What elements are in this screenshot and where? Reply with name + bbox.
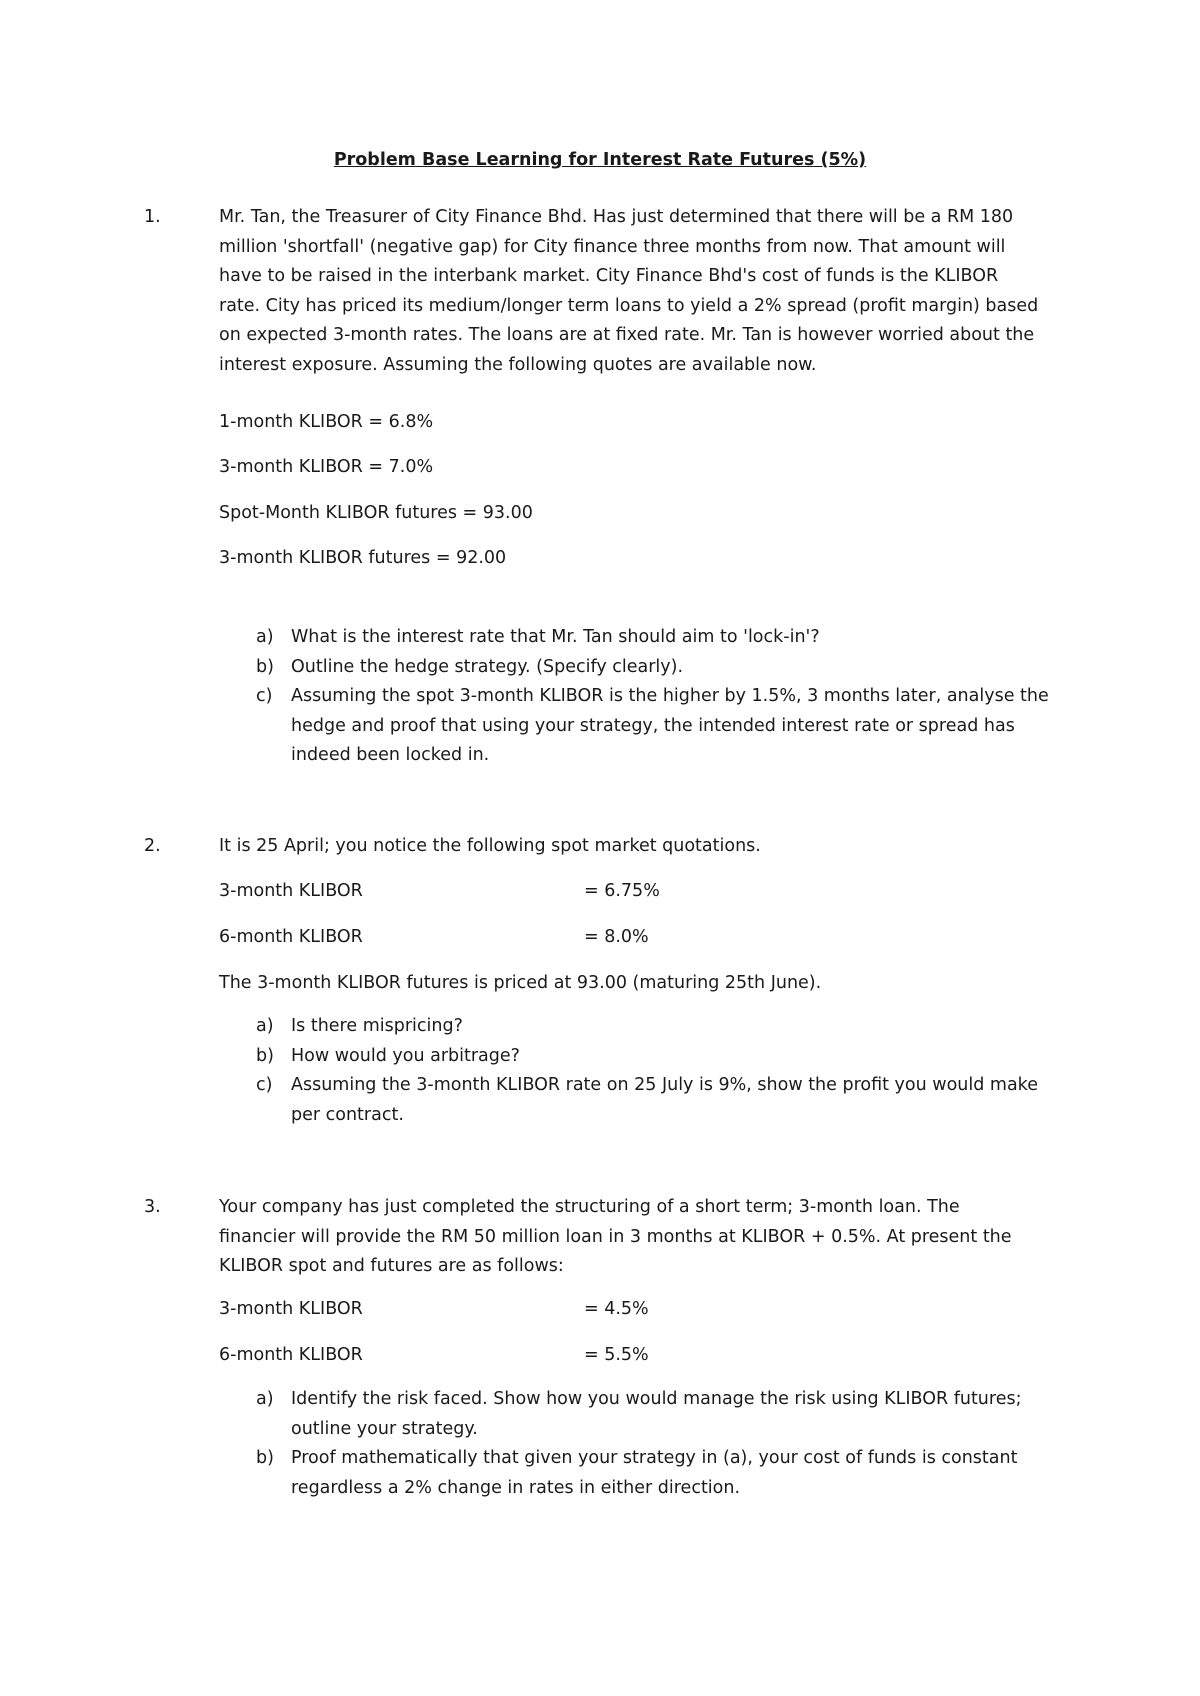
- sub-question-letter: b): [256, 1448, 274, 1468]
- sub-question: [256, 1444, 1056, 1503]
- sub-question: [256, 1042, 1056, 1072]
- sub-question-text: Assuming the spot 3-month KLIBOR is the higher by 1.5%, 3 months later, analyse the hedge and proof that using your strategy, the intended interest rate or spread has indeed been locked in.: [291, 686, 1049, 765]
- question-number: 3.: [144, 1197, 161, 1217]
- sub-question-letter: b): [256, 656, 274, 677]
- sub-question: [256, 1012, 1056, 1042]
- sub-question-letter: a): [256, 1016, 274, 1036]
- question-text: Your company has just completed the structuring of a short term; 3-month loan. The financier will provide the RM 50 million loan in 3 months at KLIBOR + 0.5%. At present the KLIBOR spot and futures are as follows:: [219, 1197, 1012, 1276]
- sub-question-text: Identify the risk faced. Show how you would manage the risk using KLIBOR futures; outline your strategy.: [291, 1389, 1022, 1439]
- question-text: It is 25 April; you notice the following spot market quotations.: [219, 836, 761, 856]
- sub-question: [256, 623, 1056, 653]
- sub-question-letter: a): [256, 627, 274, 647]
- question-text: Mr. Tan, the Treasurer of City Finance Bhd. Has just determined that there will be a RM 180 million 'shortfall' (negative gap) for City finance three months from now. That amount will have to be raised in the interbank market. City Finance Bhd's cost of funds is the KLIBOR rate. City has priced its medium/longer term loans to yield a 2% spread (profit margin) based on expected 3-month rates. The loans are at fixed rate. Mr. Tan is however worried about the interest exposure. Assuming the following quotes are available now.: [219, 207, 1039, 375]
- sub-question: [256, 1071, 1056, 1130]
- quote-label: 6-month KLIBOR: [219, 927, 363, 947]
- quote-value: = 5.5%: [584, 1345, 649, 1365]
- quote-label: 3-month KLIBOR: [219, 1299, 363, 1319]
- quote-line: 1-month KLIBOR = 6.8%: [219, 412, 434, 432]
- sub-question-list: [256, 623, 1056, 771]
- sub-question-text: Outline the hedge strategy. (Specify clearly).: [291, 656, 684, 677]
- sub-question-letter: a): [256, 1389, 274, 1409]
- sub-question: [256, 653, 1056, 683]
- sub-question: [256, 682, 1056, 771]
- sub-question-text: How would you arbitrage?: [291, 1045, 520, 1066]
- quote-label: 6-month KLIBOR: [219, 1345, 363, 1365]
- quote-line: Spot-Month KLIBOR futures = 93.00: [219, 503, 533, 523]
- quote-line: 3-month KLIBOR = 7.0%: [219, 457, 434, 477]
- sub-question-text: Is there mispricing?: [291, 1016, 463, 1036]
- sub-question-letter: b): [256, 1045, 274, 1066]
- sub-question: [256, 1385, 1056, 1444]
- sub-question-text: Assuming the 3-month KLIBOR rate on 25 July is 9%, show the profit you would make per contract.: [291, 1075, 1038, 1125]
- sub-question-list: [256, 1385, 1056, 1503]
- quote-label: 3-month KLIBOR: [219, 881, 363, 901]
- quote-value: = 6.75%: [584, 881, 660, 901]
- quote-line: 3-month KLIBOR futures = 92.00: [219, 548, 507, 568]
- sub-question-text: Proof mathematically that given your strategy in (a), your cost of funds is constant regardless a 2% change in rates in either direction.: [291, 1448, 1018, 1498]
- quote-value: = 8.0%: [584, 927, 649, 947]
- page-title: Problem Base Learning for Interest Rate Futures (5%): [333, 150, 867, 170]
- sub-question-list: [256, 1012, 1056, 1130]
- sub-question-letter: c): [256, 1075, 273, 1095]
- question-number: 1.: [144, 207, 161, 227]
- futures-note: The 3-month KLIBOR futures is priced at 93.00 (maturing 25th June).: [219, 973, 822, 993]
- question-number: 2.: [144, 836, 161, 856]
- sub-question-text: What is the interest rate that Mr. Tan should aim to 'lock-in'?: [291, 627, 820, 647]
- quote-value: = 4.5%: [584, 1299, 649, 1319]
- sub-question-letter: c): [256, 686, 273, 706]
